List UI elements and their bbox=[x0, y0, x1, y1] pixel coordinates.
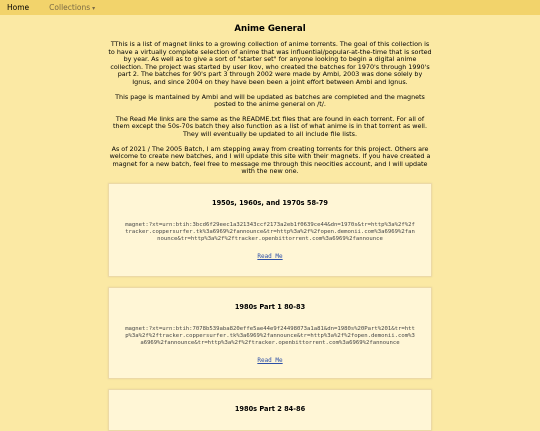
nav-collections-dropdown[interactable] bbox=[49, 3, 95, 12]
batch-card bbox=[108, 287, 432, 379]
status-paragraph: As of 2021 / The 2005 Batch, I am stepping away from creating torrents for this project. Others are welcome to create new batches, and I will update this site with their magnets. If you have created a magnet for a new batch, feel free to message me through this neocities account, and I will update with the new one. bbox=[109, 144, 431, 176]
maintainer-paragraph: This page is mantained by Ambi and will be updated as batches are completed and the magnets posted to the anime general on /t/. bbox=[115, 92, 425, 109]
magnet-link[interactable]: magnet:?xt=urn:btih:3bcd6f29eec1a321343ccf2173a2eb1f0639ce44&dn=1970s&tr=http%3a%2f%2ftracker.coppersurfer.tk%3a6969%2fannounce&tr=http%3a%2f%2fopen.demonii.com%3a6969%2fannounce&tr=http%3a%2f%2ftracker.openbittorrent.com%3a6969%2fannounce bbox=[125, 221, 415, 242]
nav-home-link[interactable]: Home bbox=[7, 3, 30, 12]
batch-title: 1950s, 1960s, and 1970s 58-79 bbox=[212, 198, 328, 207]
readme-link[interactable]: Read Me bbox=[257, 252, 283, 260]
batch-card bbox=[108, 183, 432, 277]
batch-title: 1980s Part 2 84-86 bbox=[234, 404, 306, 413]
readme-link[interactable]: Read Me bbox=[257, 356, 283, 364]
batch-card bbox=[108, 389, 432, 431]
page-title: Anime General bbox=[234, 24, 306, 34]
top-navbar bbox=[0, 0, 540, 15]
batch-list bbox=[108, 183, 432, 431]
main-content bbox=[108, 24, 432, 431]
batch-title: 1980s Part 1 80-83 bbox=[234, 302, 306, 311]
nav-collections-label: Collections bbox=[49, 3, 91, 12]
chevron-down-icon: ▾ bbox=[92, 5, 96, 12]
intro-paragraph: TThis is a list of magnet links to a growing collection of anime torrents. The goal of this collection is to have a virtually complete selection of anime that was influential/popular-at-the-time that is sorted by year. As well as to give a sort of "starter set" for anyone looking to begin a digital anime collection. The project was started by user Ikov, who created the batches for 1970's through 1990's part 2. The batches for 90's part 3 through 2002 were made by Ambi, 2003 was done solely by Ignus, and since 2004 on they have been been a joint effort between Ambi and Ignus. bbox=[108, 40, 432, 86]
readme-info-paragraph: The Read Me links are the same as the README.txt files that are found in each torrent. For all of them except the 50s-70s batch they also function as a list of what anime is in that torrent as well. They will eventually be updated to all include file lists. bbox=[113, 114, 427, 138]
magnet-link[interactable]: magnet:?xt=urn:btih:7078b539aba820effe5ae44e9f24498073a1a81&dn=1980s%20Part%201&tr=http%3a%2f%2ftracker.coppersurfer.tk%3a6969%2fannounce&tr=http%3a%2f%2fopen.demonii.com%3a6969%2fannounce&tr=http%3a%2f%2ftracker.openbittorrent.com%3a6969%2fannounce bbox=[125, 325, 415, 346]
